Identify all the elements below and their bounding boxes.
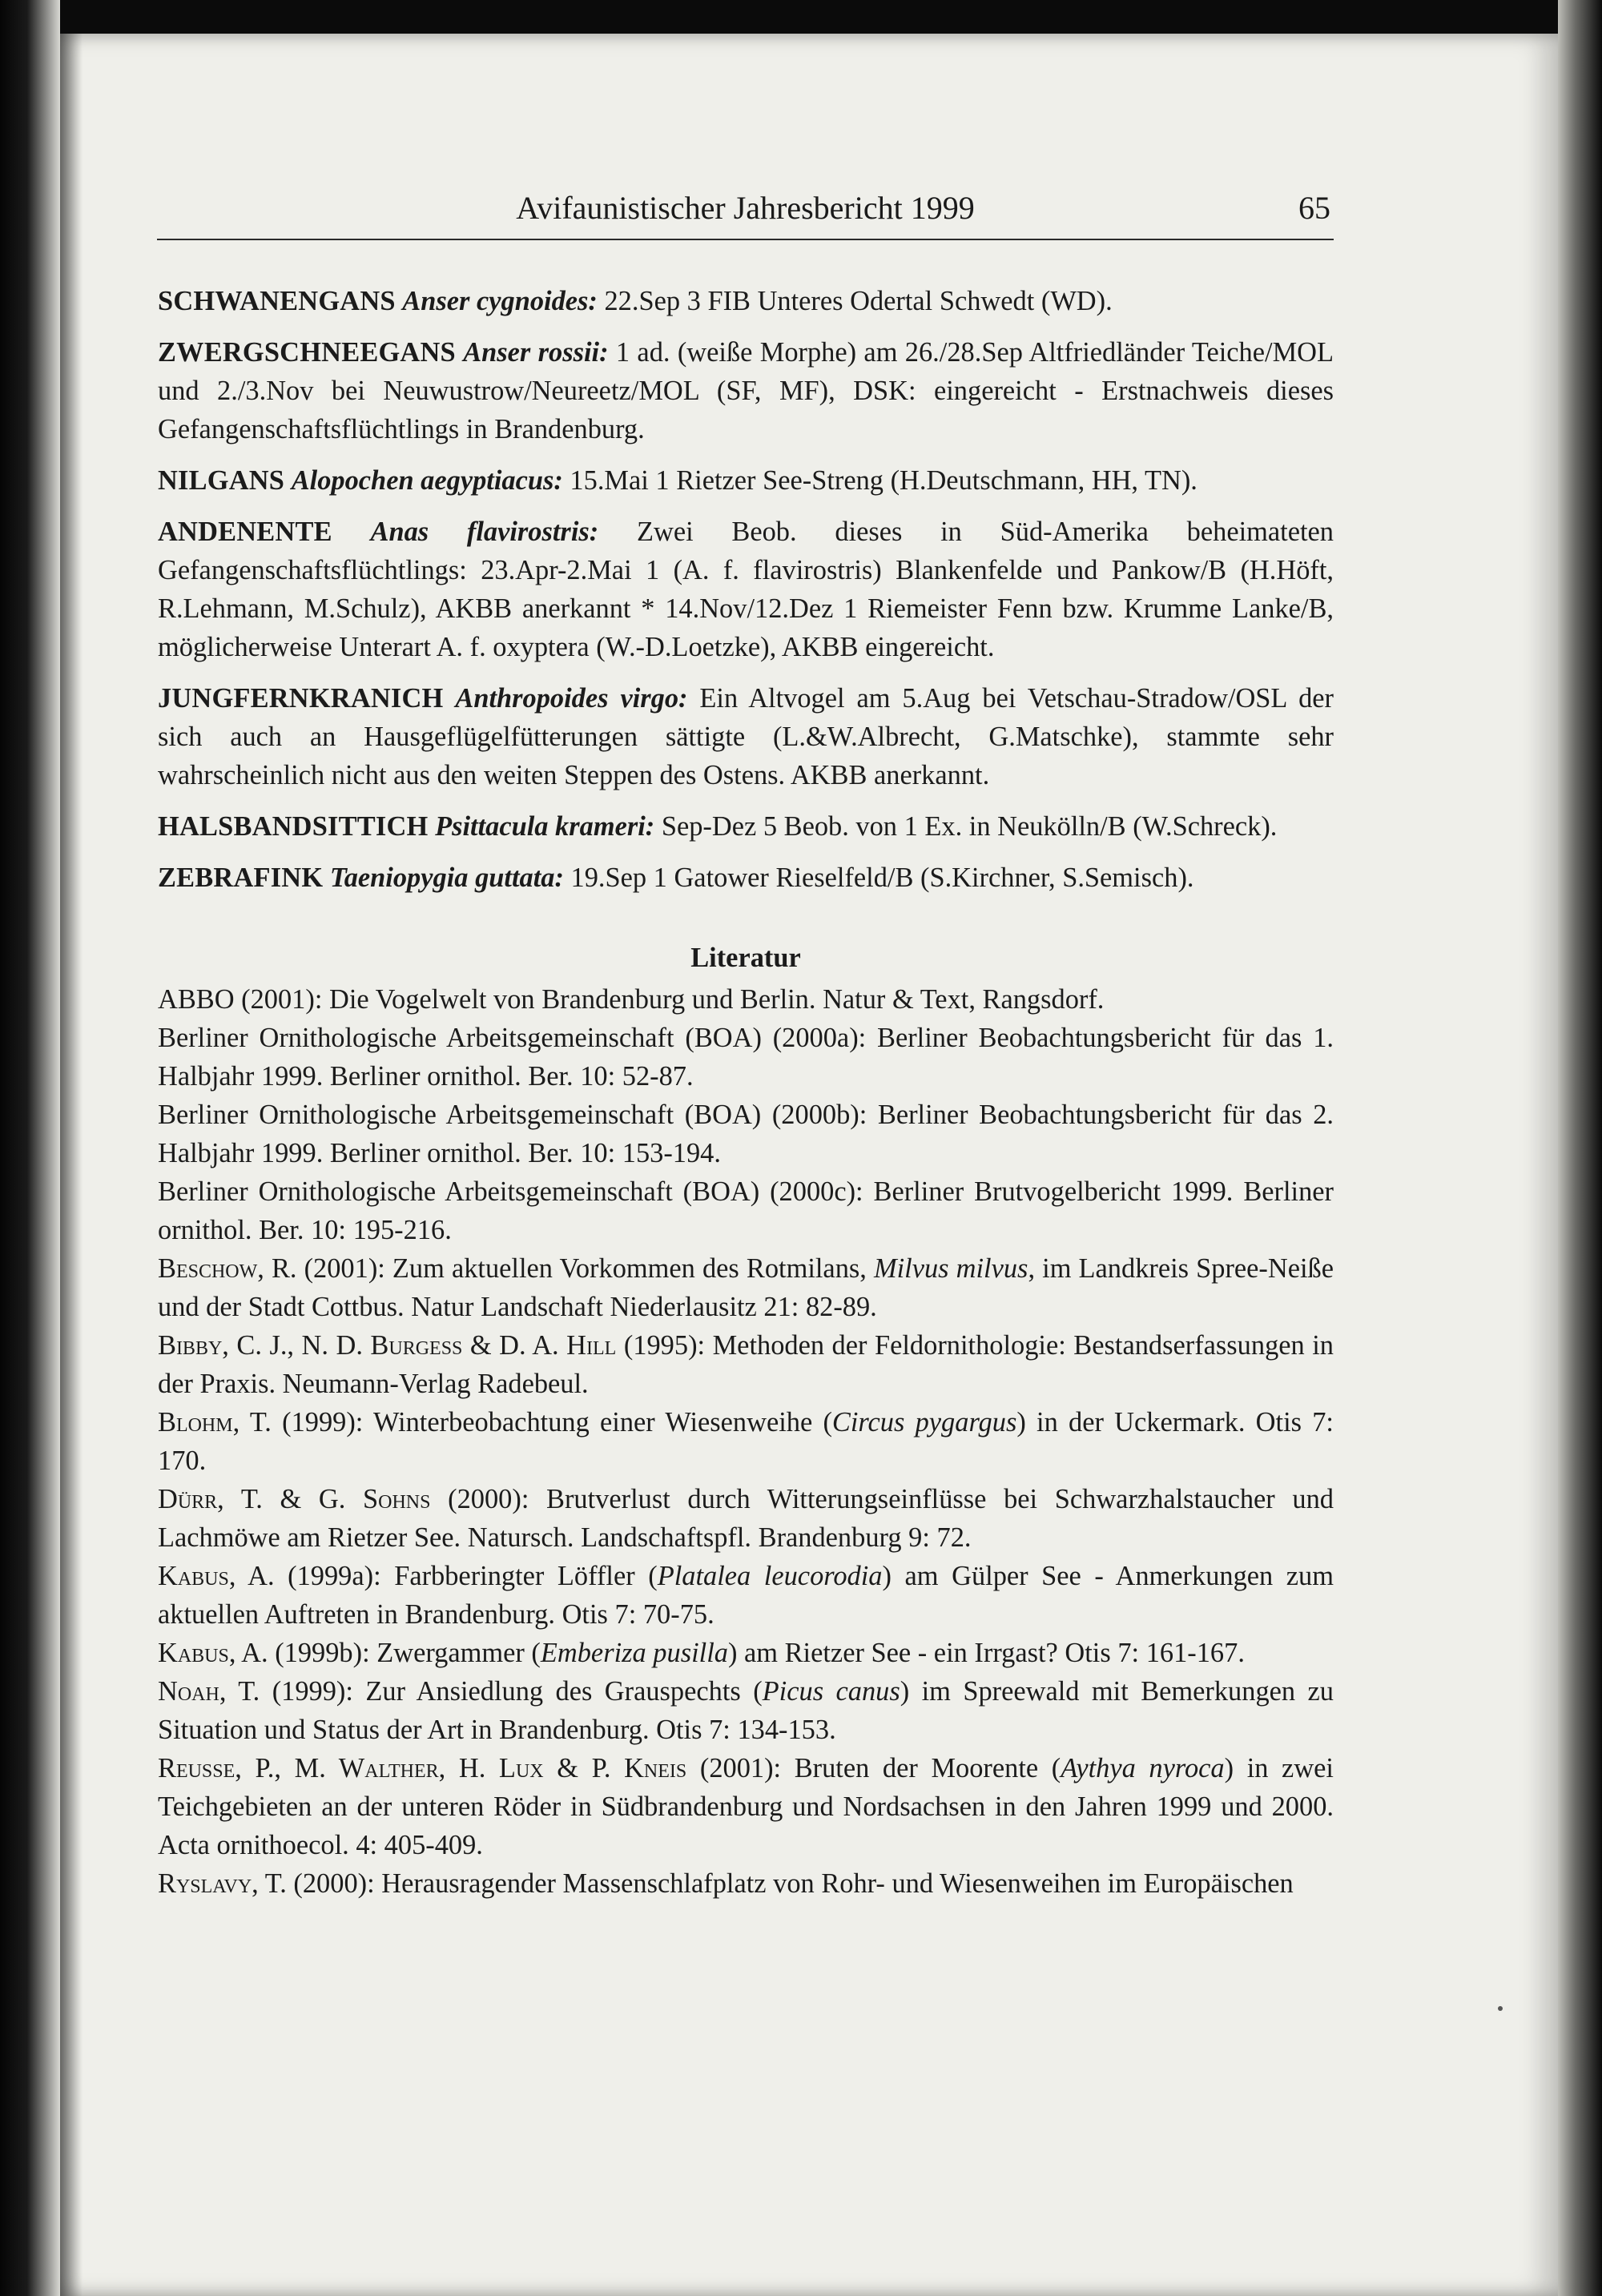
reference-text-tail: ) im Spreewald mit Bemerkungen zu Situation und Status der Art in Brandenburg. Otis 7: 134-153. [158,1676,1334,1745]
species-latin: Anas flavirostris: [370,517,599,547]
reference-item [158,1557,1334,1634]
reference-text: Berliner Ornithologische Arbeitsgemeinschaft (BOA) (2000c): Berliner Brutvogelbericht 1999. Berliner ornithol. Ber. 10: 195-216. [158,1176,1334,1245]
species-latin: Alopochen aegyptiacus: [291,465,563,496]
species-latin: Psittacula krameri: [435,811,655,842]
species-text: Zwei Beob. dieses in Süd-Amerika beheimateten Gefangenschaftsflüchtlings: 23.Apr-2.Mai 1 (A. f. flavirostris) Blankenfelde und Pankow/B (H.Höft, R.Lehmann, M.Schulz), AKBB anerkannt * 14.Nov/12.Dez 1 Riemeister Fenn bzw. Krumme Lanke/B, möglicherweise Unterart A. f. oxyptera (W.-D.Loetzke), AKBB eingereicht. [158,517,1334,662]
reference-text: (2000): Herausragender Massenschlafplatz von Rohr- und Wiesenweihen im Europäischen [286,1868,1294,1899]
reference-item [158,1634,1334,1672]
reference-authors: Ryslavy, T. [158,1868,287,1899]
reference-item [158,1326,1334,1403]
reference-text-tail: , im Landkreis Spree-Neiße und der Stadt Cottbus. Natur Landschaft Niederlausitz 21: 82-89. [158,1253,1334,1322]
reference-text: ABBO (2001): Die Vogelwelt von Brandenburg und Berlin. Natur & Text, Rangsdorf. [158,984,1105,1015]
species-name: ANDENENTE [158,517,332,547]
reference-item [158,980,1334,1019]
reference-item [158,1864,1334,1903]
reference-authors: Bibby, C. J., N. D. Burgess & D. A. Hill [158,1330,617,1361]
species-text: 15.Mai 1 Rietzer See-Streng (H.Deutschmann, HH, TN). [562,465,1197,496]
species-entry [158,461,1334,500]
reference-item [158,1172,1334,1249]
species-latin: Anser rossii: [463,337,609,368]
reference-species: Picus canus [762,1676,900,1707]
reference-text: Berliner Ornithologische Arbeitsgemeinschaft (BOA) (2000b): Berliner Beobachtungsbericht für das 2. Halbjahr 1999. Berliner ornithol. Ber. 10: 153-194. [158,1100,1334,1168]
reference-text: (1999a): Farbberingter Löffler ( [274,1561,658,1591]
reference-authors: Kabus, A. [158,1638,268,1668]
species-name: HALSBANDSITTICH [158,811,429,842]
species-entry [158,679,1334,794]
species-entry [158,282,1334,320]
reference-text-tail: ) in der Uckermark. Otis 7: 170. [158,1407,1334,1476]
species-entry [158,807,1334,846]
reference-species: Emberiza pusilla [540,1638,728,1668]
reference-item [158,1749,1334,1864]
reference-text: (2001): Zum aktuellen Vorkommen des Rotmilans, [296,1253,874,1284]
reference-item [158,1403,1334,1480]
reference-authors: Beschow, R. [158,1253,297,1284]
species-entries [158,282,1334,897]
species-text: 22.Sep 3 FIB Unteres Odertal Schwedt (WD). [597,286,1113,316]
reference-text: (1995): Methoden der Feldornithologie: Bestandserfassungen in der Praxis. Neumann-Verlag Radebeul. [158,1330,1334,1399]
reference-text: (2000): Brutverlust durch Witterungseinflüsse bei Schwarzhalstaucher und Lachmöwe am Rietzer See. Natursch. Landschaftspfl. Brandenburg 9: 72. [158,1484,1334,1553]
binding-shadow [60,34,83,2296]
reference-text: (1999b): Zwergammer ( [268,1638,541,1668]
species-name: NILGANS [158,465,285,496]
reference-text: (1999): Zur Ansiedlung des Grauspechts ( [260,1676,763,1707]
species-text: Ein Altvogel am 5.Aug bei Vetschau-Stradow/OSL der sich auch an Hausgeflügelfütterungen sättigte (L.&W.Albrecht, G.Matschke), stammte sehr wahrscheinlich nicht aus den weiten Steppen des Ostens. AKBB anerkannt. [158,683,1334,790]
species-text: Sep-Dez 5 Beob. von 1 Ex. in Neukölln/B (W.Schreck). [654,811,1278,842]
reference-item [158,1096,1334,1172]
species-entry [158,858,1334,897]
reference-list [158,980,1334,1903]
reference-species: Aythya nyroca [1061,1753,1225,1783]
running-header [157,187,1334,240]
reference-authors: Blohm, T. [158,1407,272,1438]
species-latin: Anthropoides virgo: [455,683,688,714]
literature-heading: Literatur [690,943,801,973]
reference-text: Berliner Ornithologische Arbeitsgemeinschaft (BOA) (2000a): Berliner Beobachtungsbericht für das 1. Halbjahr 1999. Berliner ornithol. Ber. 10: 52-87. [158,1023,1334,1092]
species-name: ZWERGSCHNEEGANS [158,337,456,368]
reference-item [158,1249,1334,1326]
reference-authors: Kabus, A. [158,1561,275,1591]
reference-text: (2001): Bruten der Moorente ( [686,1753,1061,1783]
reference-item [158,1672,1334,1749]
reference-text: (1999): Winterbeobachtung einer Wiesenweihe ( [271,1407,832,1438]
scan-speck [1498,2006,1503,2011]
species-text: 1 ad. (weiße Morphe) am 26./28.Sep Altfriedländer Teiche/MOL und 2./3.Nov bei Neuwustrow/Neureetz/MOL (SF, MF), DSK: eingereicht - Erstnachweis dieses Gefangenschaftsflüchtlings in Brandenburg. [158,337,1334,444]
reference-species: Milvus milvus [873,1253,1028,1284]
page-body [158,282,1334,1903]
species-name: ZEBRAFINK [158,863,324,893]
species-entry [158,333,1334,448]
page-number: 65 [1298,190,1330,226]
reference-text-tail: ) in zwei Teichgebieten an der unteren Röder in Südbrandenburg und Nordsachsen in den Jahren 1999 und 2000. Acta ornithoecol. 4: 405-409. [158,1753,1334,1860]
reference-authors: Dürr, T. & G. Sohns [158,1484,431,1514]
species-name: JUNGFERNKRANICH [158,683,444,714]
scan-right-edge [1558,0,1602,2296]
reference-authors: Noah, T. [158,1676,260,1707]
reference-species: Circus pygargus [831,1407,1017,1438]
species-name: SCHWANENGANS [158,286,396,316]
reference-text-tail: ) am Rietzer See - ein Irrgast? Otis 7: 161-167. [727,1638,1245,1668]
species-text: 19.Sep 1 Gatower Rieselfeld/B (S.Kirchner, S.Semisch). [563,863,1194,893]
reference-item [158,1019,1334,1096]
species-latin: Taeniopygia guttata: [329,863,564,893]
reference-species: Platalea leucorodia [657,1561,883,1591]
reference-text-tail: ) am Gülper See - Anmerkungen zum aktuellen Auftreten in Brandenburg. Otis 7: 70-75. [158,1561,1334,1630]
running-header-title: Avifaunistischer Jahresbericht 1999 [516,190,975,226]
species-latin: Anser cygnoides: [402,286,598,316]
reference-authors: Reusse, P., M. Walther, H. Lux & P. Kneis [158,1753,687,1783]
reference-item [158,1480,1334,1557]
scan-left-gutter [0,0,60,2296]
species-entry [158,513,1334,666]
